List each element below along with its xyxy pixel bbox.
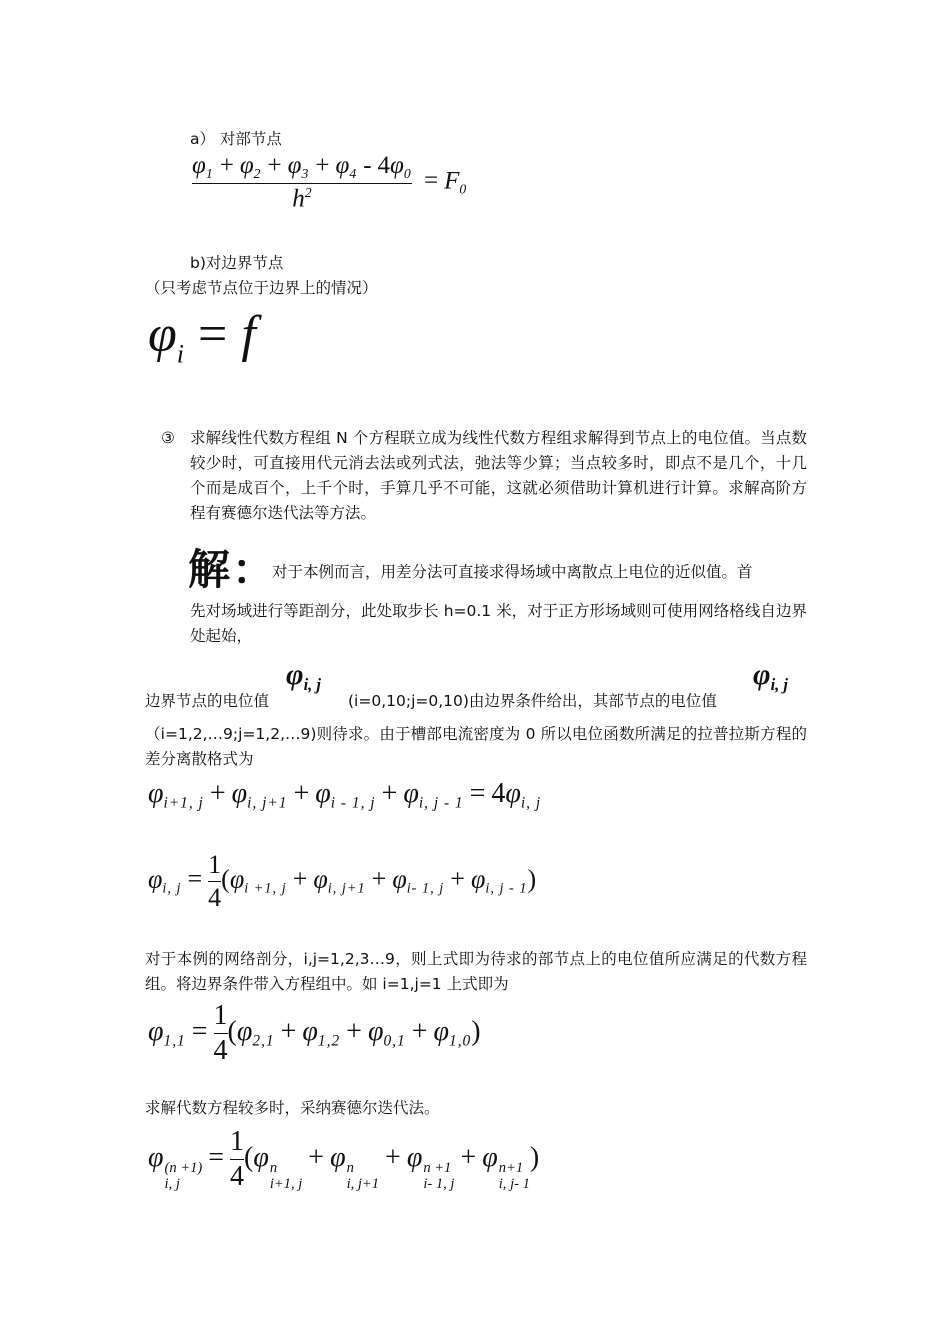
formula-boundary-node: $\varphi_i = f$: [148, 306, 256, 369]
section-b-label: b)对边界节点: [190, 254, 284, 272]
paragraph-3: 求解代数方程较多时，采纳赛德尔迭代法。: [145, 1099, 440, 1117]
step3-marker: ③: [161, 429, 175, 447]
solution-text-line1: 对于本例而言，用差分法可直接求得场域中离散点上电位的近似值。首: [272, 563, 753, 581]
solution-text-rest: 先对场域进行等距剖分，此处取步长 h=0.1 米，对于正方形场域则可使用网络格线自边界处起始，: [190, 602, 807, 645]
step3-text: 求解线性代数方程组 N 个方程联立成为线性代数方程组求解得到节点上的电位值。当点数较少时，可直接用代元消去法或列式法，弛法等少算；当点较多时，即点不是几个，十几个而是成百个，上千个时，手算几乎不可能，这就必须借助计算机进行计算。求解高阶方程有赛德尔迭代法等方法。: [190, 429, 807, 522]
equation-phi-11: $\varphi_{1,1}$ = $\frac{1}{4}$ $(\varphi_{2,1} + \varphi_{1,2} + \varphi_{0,1} + \varphi_{1,0})$: [148, 1000, 481, 1066]
equation-laplace-difference: $\varphi_{i+1, j} + \varphi_{i, j+1} + \varphi_{i - 1, j} + \varphi_{i, j - 1} = 4\varphi_{i, j}$: [148, 778, 542, 812]
paragraph-2: 对于本例的网络剖分，i,j=1,2,3…9，则上式即为待求的部节点上的电位值所应满足的代数方程组。将边界条件带入方程组中。如 i=1,j=1 上式即为: [145, 950, 807, 993]
formula-interior-node: $\frac{\varphi_1 + \varphi_2 + \varphi_3 + \varphi_4 - 4\varphi_0}{h^2}$ = $F_0$: [192, 152, 468, 213]
boundary-range: (i=0,10;j=0,10)由边界条件给出，其部节点的电位值: [348, 692, 717, 710]
section-b-note: （只考虑节点位于边界上的情况）: [145, 279, 378, 297]
solution-label: 解：: [188, 545, 277, 594]
equation-phi-ij: $\varphi_{i, j}$ = $\frac{1}{4}$ $(\varphi_{i +1, j} + \varphi_{i, j+1} + \varphi_{i- 1, j} + \varphi_{i, j - 1})$: [148, 850, 537, 912]
phi-ij-symbol: φi, j: [286, 658, 321, 694]
phi-ij-symbol-2: φi, j: [753, 658, 788, 694]
equation-gauss-seidel: φ (n +1) i, j = $\frac{1}{4}$ (φ n i+1, j + φ n i, j+1 + φ n +1 i- 1, j + φ n+1 i, j- 1 ): [148, 1126, 540, 1192]
section-a-label: a） 对部节点: [190, 130, 282, 148]
interior-text: （i=1,2,…9;j=1,2,…9)则待求。由于槽部电流密度为 0 所以电位函数所满足的拉普拉斯方程的差分离散格式为: [145, 725, 807, 768]
boundary-label: 边界节点的电位值: [145, 692, 270, 710]
